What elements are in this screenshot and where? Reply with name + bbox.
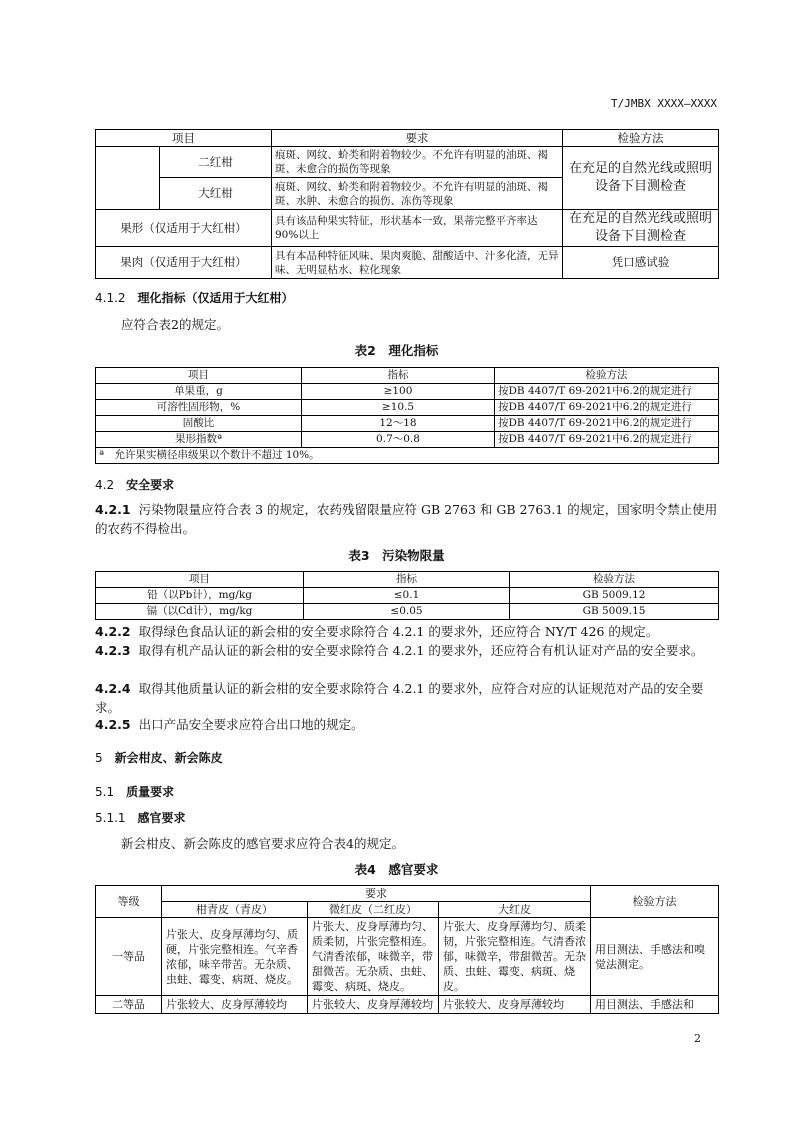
table-cell: 具有本品种特征风味、果肉爽脆、甜酸适中、汁多化渣，无异味、无明显枯水、粒化现象 (272, 247, 563, 279)
section-title: 感官要求 (137, 811, 186, 825)
table-cell: ≥100 (302, 384, 495, 400)
table-contaminants (95, 571, 719, 620)
table-cell: 片张大、皮身厚薄均匀、质柔韧，片张完整相连。气清香浓郁，味微辛，带甜微苦。无杂质、虫蛀、霉变、病斑、烧皮。 (439, 918, 591, 996)
table-cell: 12～18 (302, 416, 495, 432)
table-header: 检验方法 (591, 886, 719, 918)
table-cell: 片张较大、皮身厚薄较均 (308, 996, 439, 1014)
section-number: 5.1 (95, 785, 115, 799)
clause-text: 取得其他质量认证的新会柑的安全要求除符合 4.2.1 的要求外，应符合对应的认证规范对产品的安全要求。 (95, 681, 704, 715)
paragraph-4-2-4 (95, 679, 720, 717)
section-number: 5 (95, 751, 103, 765)
table-cell: 按DB 4407/T 69-2021中6.2的规定进行 (495, 400, 719, 416)
table-cell: 痕斑、网纹、蚧类和附着物较少。不允许有明显的油斑、褐斑、水肿、未愈合的损伤、冻伤等现象 (272, 178, 563, 210)
table-cell: 二红柑 (160, 147, 272, 178)
section-number: 4.1.2 (95, 291, 126, 305)
section-title: 安全要求 (126, 478, 175, 492)
clause-text: 出口产品安全要求应符合出口地的规定。 (138, 717, 364, 732)
table-row (96, 604, 719, 620)
table-row (96, 416, 719, 432)
table-header: 指标 (304, 572, 510, 588)
clause-number: 4.2.5 (95, 717, 131, 732)
table-header: 柑青皮（青皮） (162, 902, 308, 918)
table-cell: 单果重，g (96, 384, 302, 400)
table-cell: 铅（以Pb计），mg/kg (96, 588, 304, 604)
paragraph: 新会柑皮、新会陈皮的感官要求应符合表4的规定。 (121, 836, 404, 851)
section-heading-5-1 (95, 783, 174, 800)
table-cell: 具有该品种果实特征，形状基本一致，果蒂完整平齐率达 90%以上 (272, 210, 563, 247)
table-row (96, 588, 719, 604)
table-cell: ≤0.05 (304, 604, 510, 620)
table-cell: 二等品 (96, 996, 162, 1014)
section-number: 4.2 (95, 478, 115, 492)
table-cell: 片张较大、皮身厚薄较均 (162, 996, 308, 1014)
table-header: 微红皮（二红皮） (308, 902, 439, 918)
table-cell: 按DB 4407/T 69-2021中6.2的规定进行 (495, 384, 719, 400)
table-cell (96, 147, 160, 210)
paragraph-4-2-5 (95, 715, 720, 734)
table-sensory-continued (95, 129, 719, 279)
page-number: 2 (694, 1032, 701, 1045)
table-cell: ≥10.5 (302, 400, 495, 416)
clause-text: 取得有机产品认证的新会柑的安全要求除符合 4.2.1 的要求外，还应符合有机认证对产品的安全要求。 (138, 643, 704, 658)
paragraph: 应符合表2的规定。 (121, 317, 229, 332)
doc-code: T/JMBX XXXX—XXXX (611, 97, 717, 110)
clause-text: 污染物限量应符合表 3 的规定，农药残留限量应符 GB 2763 和 GB 2763.1 的规定，国家明令禁止使用的农药不得检出。 (95, 502, 718, 536)
table-cell: GB 5009.12 (510, 588, 719, 604)
section-heading-4-1-2 (95, 289, 294, 306)
table-cell: GB 5009.15 (510, 604, 719, 620)
table-header: 指标 (302, 368, 495, 384)
table-row (96, 918, 719, 996)
table-cell: 片张大、皮身厚薄均匀、质柔韧，片张完整相连。气清香浓郁，味微辛，带甜微苦。无杂质、虫蛀、霉变、病斑、烧皮。 (308, 918, 439, 996)
paragraph-4-2-2 (95, 622, 720, 641)
table-caption: 表4 感官要求 (354, 862, 439, 877)
table-row (96, 400, 719, 416)
table-cell: 用目测法、手感法和嗅觉法测定。 (591, 918, 719, 996)
table-cell: 在充足的自然光线或照明设备下目测检查 (563, 210, 719, 247)
table-caption: 表3 污染物限量 (348, 548, 445, 563)
table-cell: 果形指数ª (96, 432, 302, 448)
clause-text: 取得绿色食品认证的新会柑的安全要求除符合 4.2.1 的要求外，还应符合 NY/T 426 的规定。 (138, 624, 659, 639)
clause-number: 4.2.1 (95, 502, 131, 517)
table-row (96, 996, 719, 1014)
table-cell: ≤0.1 (304, 588, 510, 604)
paragraph-4-2-3 (95, 641, 720, 660)
table-sensory-peel (95, 885, 719, 1014)
section-heading-4-2 (95, 476, 174, 493)
table-header: 等级 (96, 886, 162, 918)
table-header: 检验方法 (495, 368, 719, 384)
table-cell: 果形（仅适用于大红柑） (96, 210, 272, 247)
table-cell: 果肉（仅适用于大红柑） (96, 247, 272, 279)
table-cell: 按DB 4407/T 69-2021中6.2的规定进行 (495, 416, 719, 432)
table-cell: 大红柑 (160, 178, 272, 210)
paragraph-4-2-1 (95, 500, 720, 538)
table-physicochemical (95, 367, 719, 464)
table-header: 检验方法 (510, 572, 719, 588)
table-cell: 痕斑、网纹、蚧类和附着物较少。不允许有明显的油斑、褐斑、未愈合的损伤等现象 (272, 147, 563, 178)
table-cell: 片张大、皮身厚薄均匀、质硬，片张完整相连。气辛香浓郁，味辛带苦。无杂质、虫蛀、霉变、病斑、烧皮。 (162, 918, 308, 996)
table-cell: 镉（以Cd计），mg/kg (96, 604, 304, 620)
table-cell: 0.7～0.8 (302, 432, 495, 448)
table-header: 项目 (96, 572, 304, 588)
clause-number: 4.2.4 (95, 681, 131, 696)
table-header: 检验方法 (563, 130, 719, 147)
table-cell: 固酸比 (96, 416, 302, 432)
section-title: 新会柑皮、新会陈皮 (114, 751, 223, 765)
table-caption: 表2 理化指标 (354, 343, 439, 358)
clause-number: 4.2.2 (95, 624, 131, 639)
table-cell: 凭口感试验 (563, 247, 719, 279)
table-note: ª 允许果实横径串级果以个数计不超过 10%。 (96, 448, 719, 464)
section-heading-5 (95, 749, 223, 766)
table-cell: 用目测法、手感法和 (591, 996, 719, 1014)
table-cell: 一等品 (96, 918, 162, 996)
table-header: 要求 (162, 886, 591, 902)
table-row (96, 432, 719, 448)
table-cell: 按DB 4407/T 69-2021中6.2的规定进行 (495, 432, 719, 448)
table-header: 大红皮 (439, 902, 591, 918)
section-heading-5-1-1 (95, 809, 186, 826)
clause-number: 4.2.3 (95, 643, 131, 658)
table-row (96, 384, 719, 400)
table-cell: 在充足的自然光线或照明设备下目测检查 (563, 147, 719, 210)
section-title: 理化指标（仅适用于大红柑） (137, 291, 294, 305)
table-cell: 可溶性固形物，% (96, 400, 302, 416)
table-header: 要求 (272, 130, 563, 147)
table-cell: 片张较大、皮身厚薄较均 (439, 996, 591, 1014)
section-title: 质量要求 (126, 785, 175, 799)
table-header: 项目 (96, 368, 302, 384)
table-header: 项目 (96, 130, 272, 147)
section-number: 5.1.1 (95, 811, 126, 825)
